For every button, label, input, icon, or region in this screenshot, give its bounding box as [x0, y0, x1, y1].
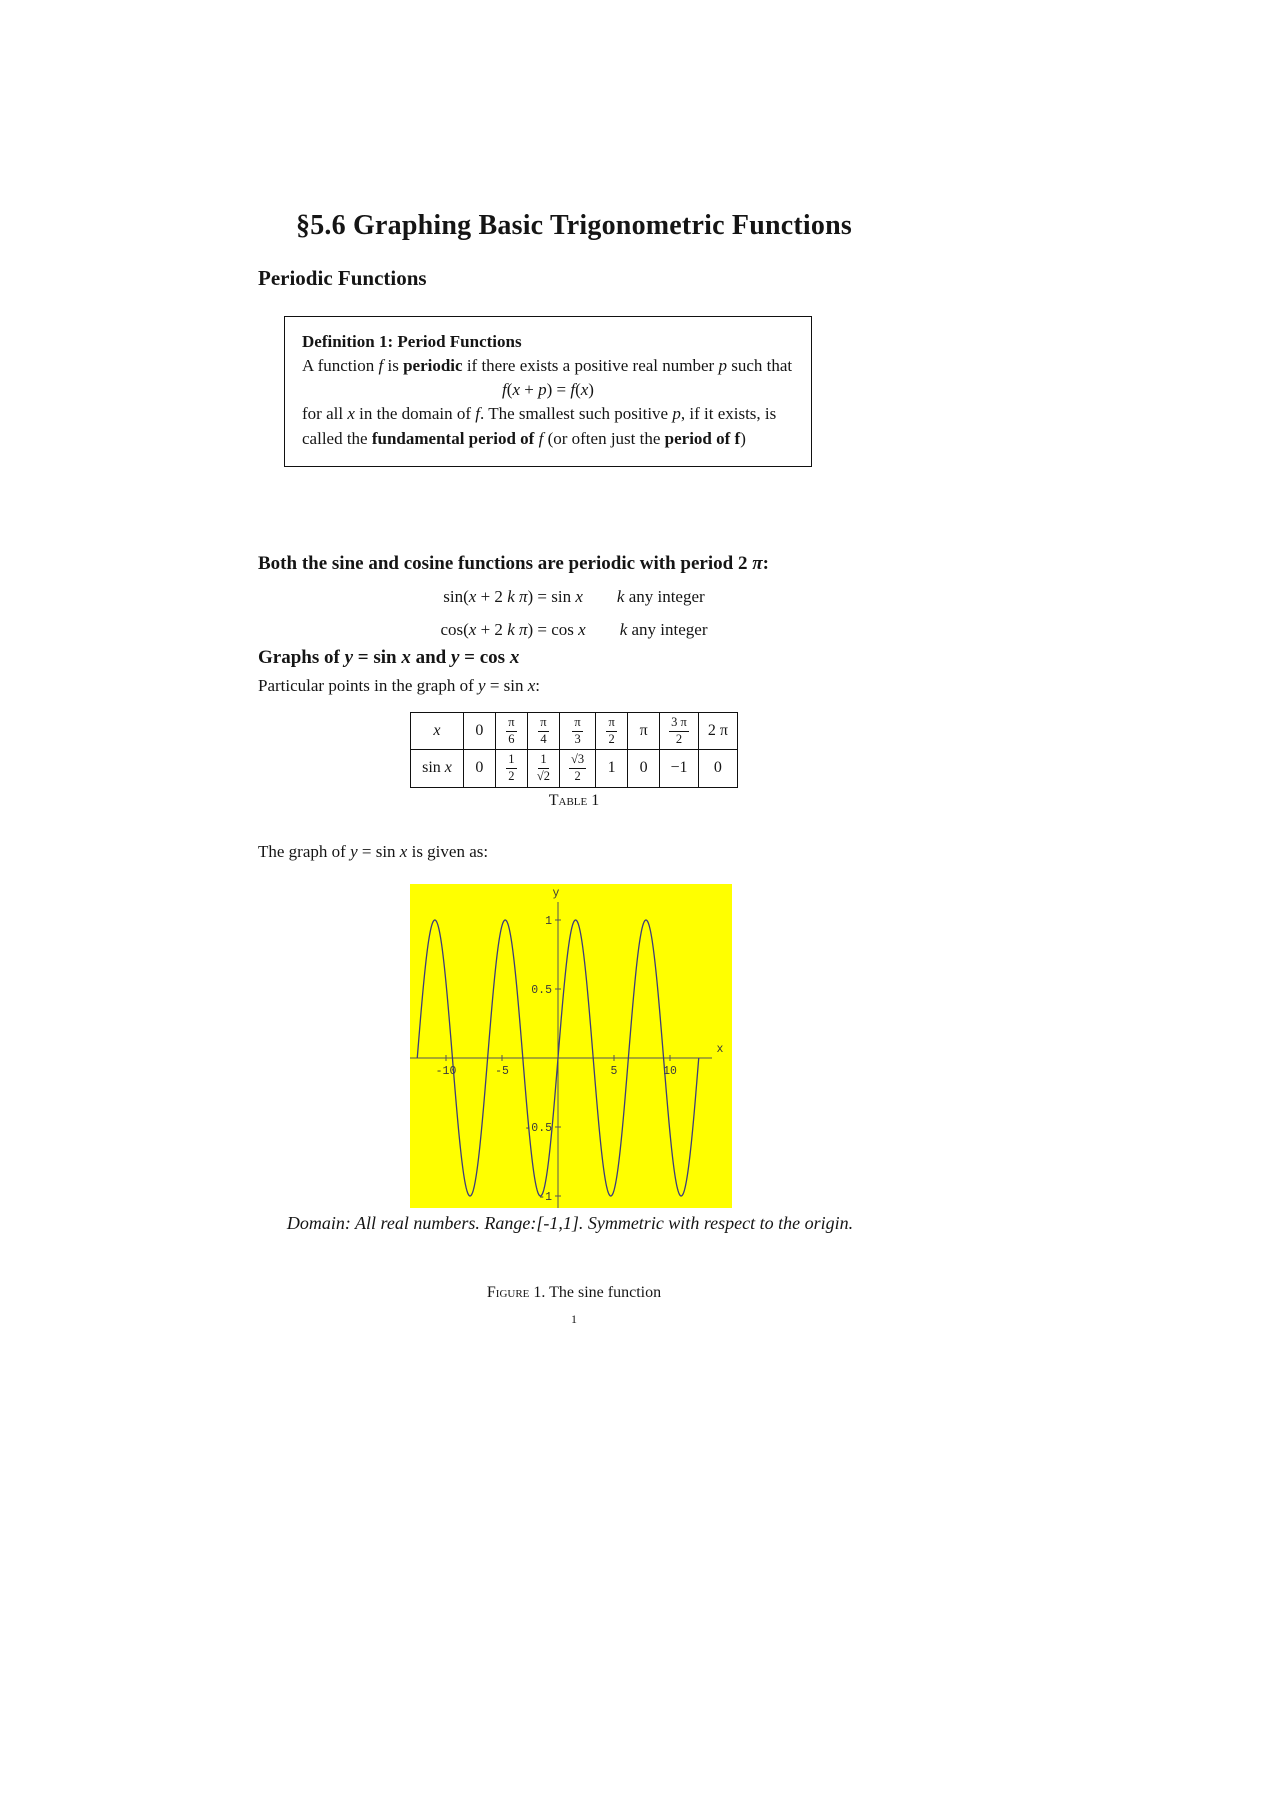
table-cell	[698, 713, 737, 750]
row-x-label: x	[411, 713, 464, 750]
table-cell	[596, 713, 628, 750]
table-row-x	[411, 713, 738, 750]
table-caption: Table 1	[548, 791, 600, 809]
fraction: $\frac{1}{√2}$	[536, 752, 550, 784]
table-cell	[527, 713, 559, 750]
graphs-heading: Graphs of y = sin x and y = cos x	[258, 647, 520, 668]
cell-value: 0	[639, 759, 648, 777]
domain-note: Domain: All real numbers. Range:[-1,1]. Symmetric with respect to the origin.	[286, 1213, 854, 1233]
definition-body-2: for all x in the domain of f. The smallest such positive p, if it exists, is called the fundamental period of f (or often just the period of f)	[302, 404, 777, 448]
particular-points: Particular points in the graph of y = sin x:	[258, 676, 541, 695]
equation-sin	[258, 587, 890, 607]
points-table	[410, 712, 738, 788]
equation-cos-note: k any integer	[619, 620, 708, 639]
fraction: $\frac{3 \pi}{2}$	[671, 715, 687, 747]
equation-cos-formula: cos(x + 2 k π) = cos x	[440, 620, 586, 639]
definition-box	[284, 316, 812, 467]
svg-text:-0.5: -0.5	[524, 1122, 552, 1135]
table-block	[258, 712, 890, 810]
fraction: $\frac{\pi}{4}$	[540, 715, 547, 747]
cell-value: 1	[607, 759, 616, 777]
doc-title: §5.6 Graphing Basic Trigonometric Functions	[296, 210, 852, 241]
fraction: $\frac{\pi}{2}$	[608, 715, 615, 747]
equation-sin-formula: sin(x + 2 k π) = sin x	[443, 587, 583, 606]
cell-value: 0	[475, 722, 484, 740]
cell-value: 0	[475, 759, 484, 777]
page-number: 1	[571, 1312, 577, 1326]
svg-text:1: 1	[545, 915, 552, 928]
table-row-sin	[411, 750, 738, 787]
definition-body-1: A function f is periodic if there exists a positive real number p such that	[302, 356, 793, 376]
sine-plot	[410, 884, 732, 1208]
table-cell	[495, 750, 527, 787]
svg-text:-5: -5	[495, 1065, 509, 1078]
table-cell	[660, 713, 699, 750]
table-cell	[698, 750, 737, 787]
cell-value: −1	[670, 759, 688, 777]
definition-title: Definition 1: Period Functions	[302, 332, 522, 351]
table-cell	[660, 750, 699, 787]
table-cell	[560, 750, 596, 787]
section-heading-periodic: Periodic Functions	[258, 266, 427, 290]
cell-value: 2 π	[707, 722, 728, 740]
table-cell	[628, 713, 660, 750]
fraction: $\frac{\pi}{6}$	[508, 715, 515, 747]
cell-value: 0	[713, 759, 722, 777]
svg-text:-10: -10	[435, 1065, 457, 1078]
periodic-statement: Both the sine and cosine functions are periodic with period 2 π:	[258, 553, 769, 574]
row-sin-label: sin x	[411, 750, 464, 787]
table-cell	[628, 750, 660, 787]
table-cell	[463, 713, 495, 750]
svg-text:y: y	[552, 887, 560, 900]
svg-text:5: 5	[610, 1065, 618, 1078]
cell-value: π	[639, 722, 648, 740]
graph-intro: The graph of y = sin x is given as:	[258, 842, 489, 861]
table-cell	[596, 750, 628, 787]
table-cell	[527, 750, 559, 787]
table-cell	[495, 713, 527, 750]
figure-caption: Figure 1. The sine function	[486, 1284, 662, 1301]
equation-cos	[258, 620, 890, 640]
svg-text:0.5: 0.5	[531, 984, 552, 997]
table-cell	[463, 750, 495, 787]
svg-text:x: x	[716, 1043, 724, 1056]
svg-text:10: 10	[663, 1065, 677, 1078]
svg-text:-1: -1	[538, 1191, 552, 1204]
table-cell	[560, 713, 596, 750]
sine-plot-svg	[410, 884, 732, 1208]
definition-equation: f(x + p) = f(x)	[502, 380, 594, 400]
fraction: $\frac{1}{2}$	[508, 752, 515, 784]
fraction: $\frac{√3}{2}$	[571, 752, 585, 784]
equation-sin-note: k any integer	[616, 587, 705, 606]
fraction: $\frac{\pi}{3}$	[574, 715, 581, 747]
